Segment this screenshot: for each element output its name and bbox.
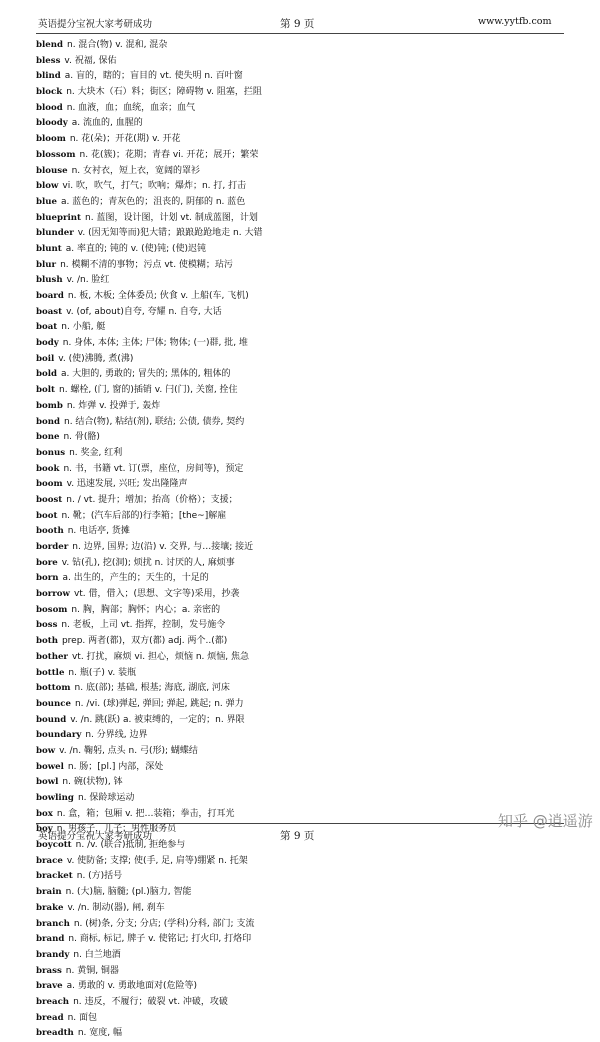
entry-word: boot: [36, 510, 58, 521]
entry-word: bowel: [36, 761, 64, 772]
header-left-text: 英语提分宝祝大家考研成功: [38, 19, 153, 30]
entry-definition: n. 女衬衣，短上衣，宽阔的罩衫: [71, 165, 200, 176]
vocab-entry: [36, 713, 576, 729]
vocab-entry: [36, 305, 576, 321]
entry-definition: n. 模糊不清的事物；污点 vt. 使模糊；玷污: [60, 259, 233, 270]
vocab-entry: [36, 618, 576, 634]
entry-definition: n. 花(簇)；花期；青春 vi. 开花；展开；繁荣: [79, 149, 259, 160]
entry-word: bonus: [36, 447, 66, 458]
entry-word: bow: [36, 745, 56, 756]
entry-word: blood: [36, 102, 63, 113]
entry-definition: n. 蓝图，设计图，计划 vt. 制成蓝图，计划: [85, 212, 258, 223]
entry-word: branch: [36, 918, 70, 929]
vocab-entry: [36, 101, 576, 117]
entry-definition: n. 分界线, 边界: [85, 730, 148, 741]
entry-word: boy: [36, 824, 53, 835]
vocab-entry: [36, 681, 576, 697]
entry-word: bless: [36, 55, 61, 66]
entry-definition: v. 使防备; 支撑; 使(手, 足, 肩等)绷紧 n. 托架: [66, 855, 248, 866]
vocab-entry: [36, 85, 576, 101]
entry-definition: n. 白兰地酒: [73, 949, 121, 960]
vocab-entry: [36, 211, 576, 227]
footer-rule: [36, 823, 564, 824]
entry-word: blossom: [36, 149, 76, 160]
vocab-entry: [36, 775, 576, 791]
entry-definition: n. 混合(物) v. 混和, 混杂: [67, 40, 168, 50]
vocab-entry: [36, 791, 576, 807]
vocab-entry: [36, 995, 576, 1011]
vocab-entry: [36, 697, 576, 713]
entry-definition: a. 蓝色的；青灰色的；沮丧的, 阴郁的 n. 蓝色: [61, 196, 246, 207]
entry-word: boost: [36, 494, 63, 505]
vocab-entry: [36, 415, 576, 431]
footer-left-text: 英语提分宝祝大家考研成功: [38, 831, 153, 842]
entry-word: border: [36, 542, 69, 552]
entry-word: brandy: [36, 949, 70, 960]
vocab-entry: [36, 917, 576, 933]
vocab-entry: [36, 132, 576, 148]
page-header: [0, 16, 600, 32]
entry-word: booth: [36, 526, 64, 537]
entry-word: board: [36, 291, 64, 301]
entry-word: bounce: [36, 698, 71, 709]
entry-definition: v. 迅速发展, 兴旺; 发出隆隆声: [66, 479, 188, 490]
entry-definition: v. /n. 鞠躬, 点头 n. 弓(形); 蝴蝶结: [59, 745, 198, 756]
vocab-entry: [36, 964, 576, 980]
entry-word: bottom: [36, 683, 71, 694]
entry-word: boundary: [36, 730, 82, 741]
entry-definition: n. 大块木（石）料；街区；障碍物 v. 阻塞，拦阻: [66, 87, 262, 98]
entry-word: bowling: [36, 793, 74, 803]
entry-definition: a. 率直的; 钝的 v. (使)钝; (使)迟钝: [65, 243, 207, 254]
entry-word: bolt: [36, 385, 55, 396]
entry-definition: n. 违反，不履行；破裂 vt. 冲破，攻破: [73, 996, 228, 1007]
entry-word: bloom: [36, 134, 66, 145]
entry-definition: n. 板, 木板; 全体委员; 伙食 v. 上船(车, 飞机): [67, 291, 249, 301]
entry-definition: vt. 打扰，麻烦 vi. 担心，烦恼 n. 烦恼, 焦急: [71, 651, 249, 662]
header-page-number: 第 9 页: [280, 18, 315, 30]
entry-definition: v. /n. 制动(器), 闸, 刹车: [67, 902, 165, 913]
entry-definition: n. 奖金, 红利: [69, 447, 123, 458]
entry-definition: n. 底(部); 基础, 根基; 海底, 湖底, 河床: [74, 683, 230, 694]
vocab-entry: [36, 336, 576, 352]
entry-word: bowl: [36, 777, 59, 788]
header-rule: [36, 33, 564, 34]
entry-definition: n. 碗(状物), 钵: [62, 777, 123, 788]
entry-definition: n. 花(朵)；开花(期) v. 开花: [69, 134, 181, 145]
entry-word: boat: [36, 322, 58, 333]
vocab-entry: [36, 399, 576, 415]
entry-word: block: [36, 87, 63, 98]
entry-word: bloody: [36, 118, 68, 129]
entry-word: breadth: [36, 1028, 74, 1039]
entry-definition: n. 血液，血；血统，血亲；血气: [66, 102, 196, 113]
entry-word: blue: [36, 196, 57, 207]
vocab-entry: [36, 744, 576, 760]
entry-word: born: [36, 573, 59, 584]
entry-definition: n. 商标, 标记, 牌子 v. 使铭记; 打火印, 打烙印: [68, 934, 252, 945]
vocab-entry: [36, 320, 576, 336]
vocab-entry: [36, 179, 576, 195]
vocab-entry: [36, 462, 576, 478]
vocab-entry: [36, 666, 576, 682]
entry-word: blush: [36, 275, 63, 286]
vocab-entry: [36, 1011, 576, 1027]
vocab-entry: [36, 509, 576, 525]
vocab-entry: [36, 289, 576, 305]
entry-word: blur: [36, 259, 57, 270]
vocab-entry: [36, 446, 576, 462]
entry-word: brass: [36, 965, 62, 976]
entry-definition: n. /vi. (球)弹起, 弹回; 弹起, 跳起; n. 弹力: [74, 698, 244, 709]
vocab-entry: [36, 258, 576, 274]
entry-word: bomb: [36, 400, 63, 411]
entry-word: boom: [36, 479, 63, 490]
vocab-entry: [36, 38, 576, 54]
entry-word: body: [36, 338, 59, 349]
entry-word: bore: [36, 557, 58, 568]
entry-definition: n. 靴；(汽车后部的)行李箱；[the~]解雇: [61, 510, 227, 521]
entry-definition: n. 面包: [67, 1012, 98, 1023]
entry-word: bracket: [36, 871, 73, 882]
entry-definition: vi. 吹，吹气，打气；吹响；爆炸；n. 打, 打击: [62, 181, 247, 192]
vocab-entry: [36, 760, 576, 776]
vocab-entry: [36, 195, 576, 211]
entry-word: blend: [36, 40, 63, 50]
entry-word: breach: [36, 996, 70, 1007]
vocab-entry: [36, 273, 576, 289]
entry-word: bold: [36, 369, 58, 380]
entry-word: brace: [36, 855, 63, 866]
vocab-entry: [36, 571, 576, 587]
entry-definition: n. 瓶(子) v. 装瓶: [68, 667, 137, 678]
vocab-entry: [36, 352, 576, 368]
vocab-entry: [36, 869, 576, 885]
entry-word: bother: [36, 651, 68, 662]
vocab-entry: [36, 383, 576, 399]
entry-definition: a. 盲的，瞎的；盲目的 vt. 使失明 n. 百叶窗: [64, 71, 243, 82]
entry-word: brave: [36, 981, 63, 992]
entry-definition: n. 老板，上司 vt. 指挥，控制，发号施令: [61, 620, 226, 631]
entry-word: blunt: [36, 243, 62, 254]
vocab-entry: [36, 1026, 576, 1042]
entry-definition: n. 炸弹 v. 投弹于, 轰炸: [66, 400, 161, 411]
entry-word: bone: [36, 432, 60, 443]
vocab-entry: [36, 477, 576, 493]
entry-definition: v. (使)沸腾, 煮(沸): [58, 353, 134, 364]
entry-definition: v. 钻(孔), 挖(洞); 烦扰 n. 讨厌的人, 麻烦事: [61, 557, 235, 568]
entry-word: boycott: [36, 840, 72, 851]
entry-definition: a. 大胆的, 勇敢的; 冒失的; 黑体的, 粗体的: [61, 369, 231, 380]
entry-word: blow: [36, 181, 59, 192]
vocab-entry: [36, 367, 576, 383]
entry-word: box: [36, 808, 53, 819]
entry-word: blueprint: [36, 212, 82, 223]
entry-word: brand: [36, 934, 65, 945]
entry-definition: n. (大)脑, 脑髓; (pl.)脑力, 智能: [65, 887, 192, 898]
entry-definition: n. 肠；[pl.] 内部，深处: [67, 761, 164, 772]
vocab-entry: [36, 932, 576, 948]
entry-word: bread: [36, 1012, 64, 1023]
vocab-entry: [36, 54, 576, 70]
entry-word: book: [36, 463, 60, 474]
vocab-entry: [36, 948, 576, 964]
vocab-entry: [36, 524, 576, 540]
vocab-entry: [36, 69, 576, 85]
entry-definition: n. 宽度, 幅: [77, 1028, 122, 1039]
entry-word: borrow: [36, 589, 70, 600]
entry-definition: n. 结合(物), 粘结(剂), 联结; 公债, 债券, 契约: [64, 416, 245, 427]
entry-word: both: [36, 636, 58, 647]
vocab-entry: [36, 164, 576, 180]
entry-word: bosom: [36, 604, 68, 615]
entry-definition: v. /n. 跳(跃) a. 被束缚的，一定的；n. 界限: [70, 714, 245, 725]
entry-definition: n. 胸，胸部；胸怀；内心；a. 亲密的: [71, 604, 221, 615]
entry-word: brain: [36, 887, 62, 898]
entry-word: bond: [36, 416, 60, 427]
entry-definition: a. 流血的, 血腥的: [71, 118, 143, 129]
entry-definition: n. 电话亭, 货摊: [67, 526, 130, 537]
entry-definition: prep. 两者(都)，双方(都) adj. 两个..(都): [61, 636, 228, 647]
entry-definition: v. (因无知等而)犯大错；踉踉跄跄地走 n. 大错: [77, 228, 263, 239]
vocab-entry: [36, 603, 576, 619]
entry-definition: n. (方)括号: [76, 871, 123, 882]
entry-definition: n. 盒，箱；包厢 v. 把…装箱；拳击，打耳光: [56, 808, 235, 819]
entry-definition: n. /v. (联合)抵制, 拒绝参与: [75, 840, 186, 851]
entry-word: boil: [36, 353, 55, 364]
entry-definition: n. 螺栓, (门, 窗的)插销 v. 闩(门), 关窗, 拴住: [58, 385, 238, 396]
vocab-entry: [36, 493, 576, 509]
watermark-text: 知乎 @逍遥游: [498, 812, 593, 830]
vocab-entry: [36, 885, 576, 901]
vocab-entry: [36, 650, 576, 666]
vocabulary-list: [36, 38, 576, 1042]
entry-definition: n. 黄铜, 铜器: [65, 965, 119, 976]
vocab-entry: [36, 634, 576, 650]
vocab-entry: [36, 556, 576, 572]
entry-definition: n. / vt. 提升；增加；抬高（价格）；支援；: [66, 494, 238, 505]
entry-definition: n. 身体, 本体; 主体; 尸体; 物体; (一)群, 批, 堆: [62, 338, 248, 349]
vocab-entry: [36, 540, 576, 556]
entry-definition: v. 祝福, 保佑: [64, 55, 117, 66]
entry-word: bottle: [36, 667, 65, 678]
vocab-entry: [36, 148, 576, 164]
entry-definition: vt. 借，借入；(思想、文字等)采用，抄袭: [73, 589, 240, 600]
entry-word: brake: [36, 902, 64, 913]
watermark: [498, 810, 593, 831]
vocab-entry: [36, 430, 576, 446]
vocab-entry: [36, 587, 576, 603]
vocab-entry: [36, 242, 576, 258]
entry-definition: n. (树)条, 分支; 分店; (学科)分科, 部门; 支流: [73, 918, 255, 929]
entry-word: blind: [36, 71, 61, 82]
vocab-entry: [36, 728, 576, 744]
entry-definition: v. (of, about)自夸, 夸耀 n. 自夸, 大话: [66, 306, 222, 317]
entry-word: blunder: [36, 228, 74, 239]
header-website: www.yytfb.com: [478, 16, 552, 27]
entry-definition: a. 勇敢的 v. 勇敢地面对(危险等): [66, 981, 198, 992]
entry-definition: n. 男孩子，儿子；男性服务员: [56, 824, 177, 835]
vocab-entry: [36, 854, 576, 870]
entry-definition: n. 骨(骼): [63, 432, 100, 443]
entry-definition: n. 小船, 艇: [61, 322, 106, 333]
entry-definition: n. 书，书籍 vt. 订(票，座位，房间等)，预定: [63, 463, 244, 474]
entry-word: boast: [36, 306, 63, 317]
vocab-entry: [36, 979, 576, 995]
vocab-entry: [36, 901, 576, 917]
entry-word: bound: [36, 714, 67, 725]
vocab-entry: [36, 807, 576, 823]
entry-word: blouse: [36, 165, 68, 176]
entry-definition: n. 边界, 国界; 边(沿) v. 交界, 与…接壤; 接近: [72, 542, 254, 552]
entry-word: boss: [36, 620, 58, 631]
vocab-entry: [36, 226, 576, 242]
entry-definition: v. /n. 脸红: [66, 275, 110, 286]
entry-definition: a. 出生的，产生的；天生的，十足的: [62, 573, 209, 584]
vocab-entry: [36, 116, 576, 132]
entry-definition: n. 保龄球运动: [77, 793, 135, 803]
footer-page-number: 第 9 页: [280, 830, 315, 842]
